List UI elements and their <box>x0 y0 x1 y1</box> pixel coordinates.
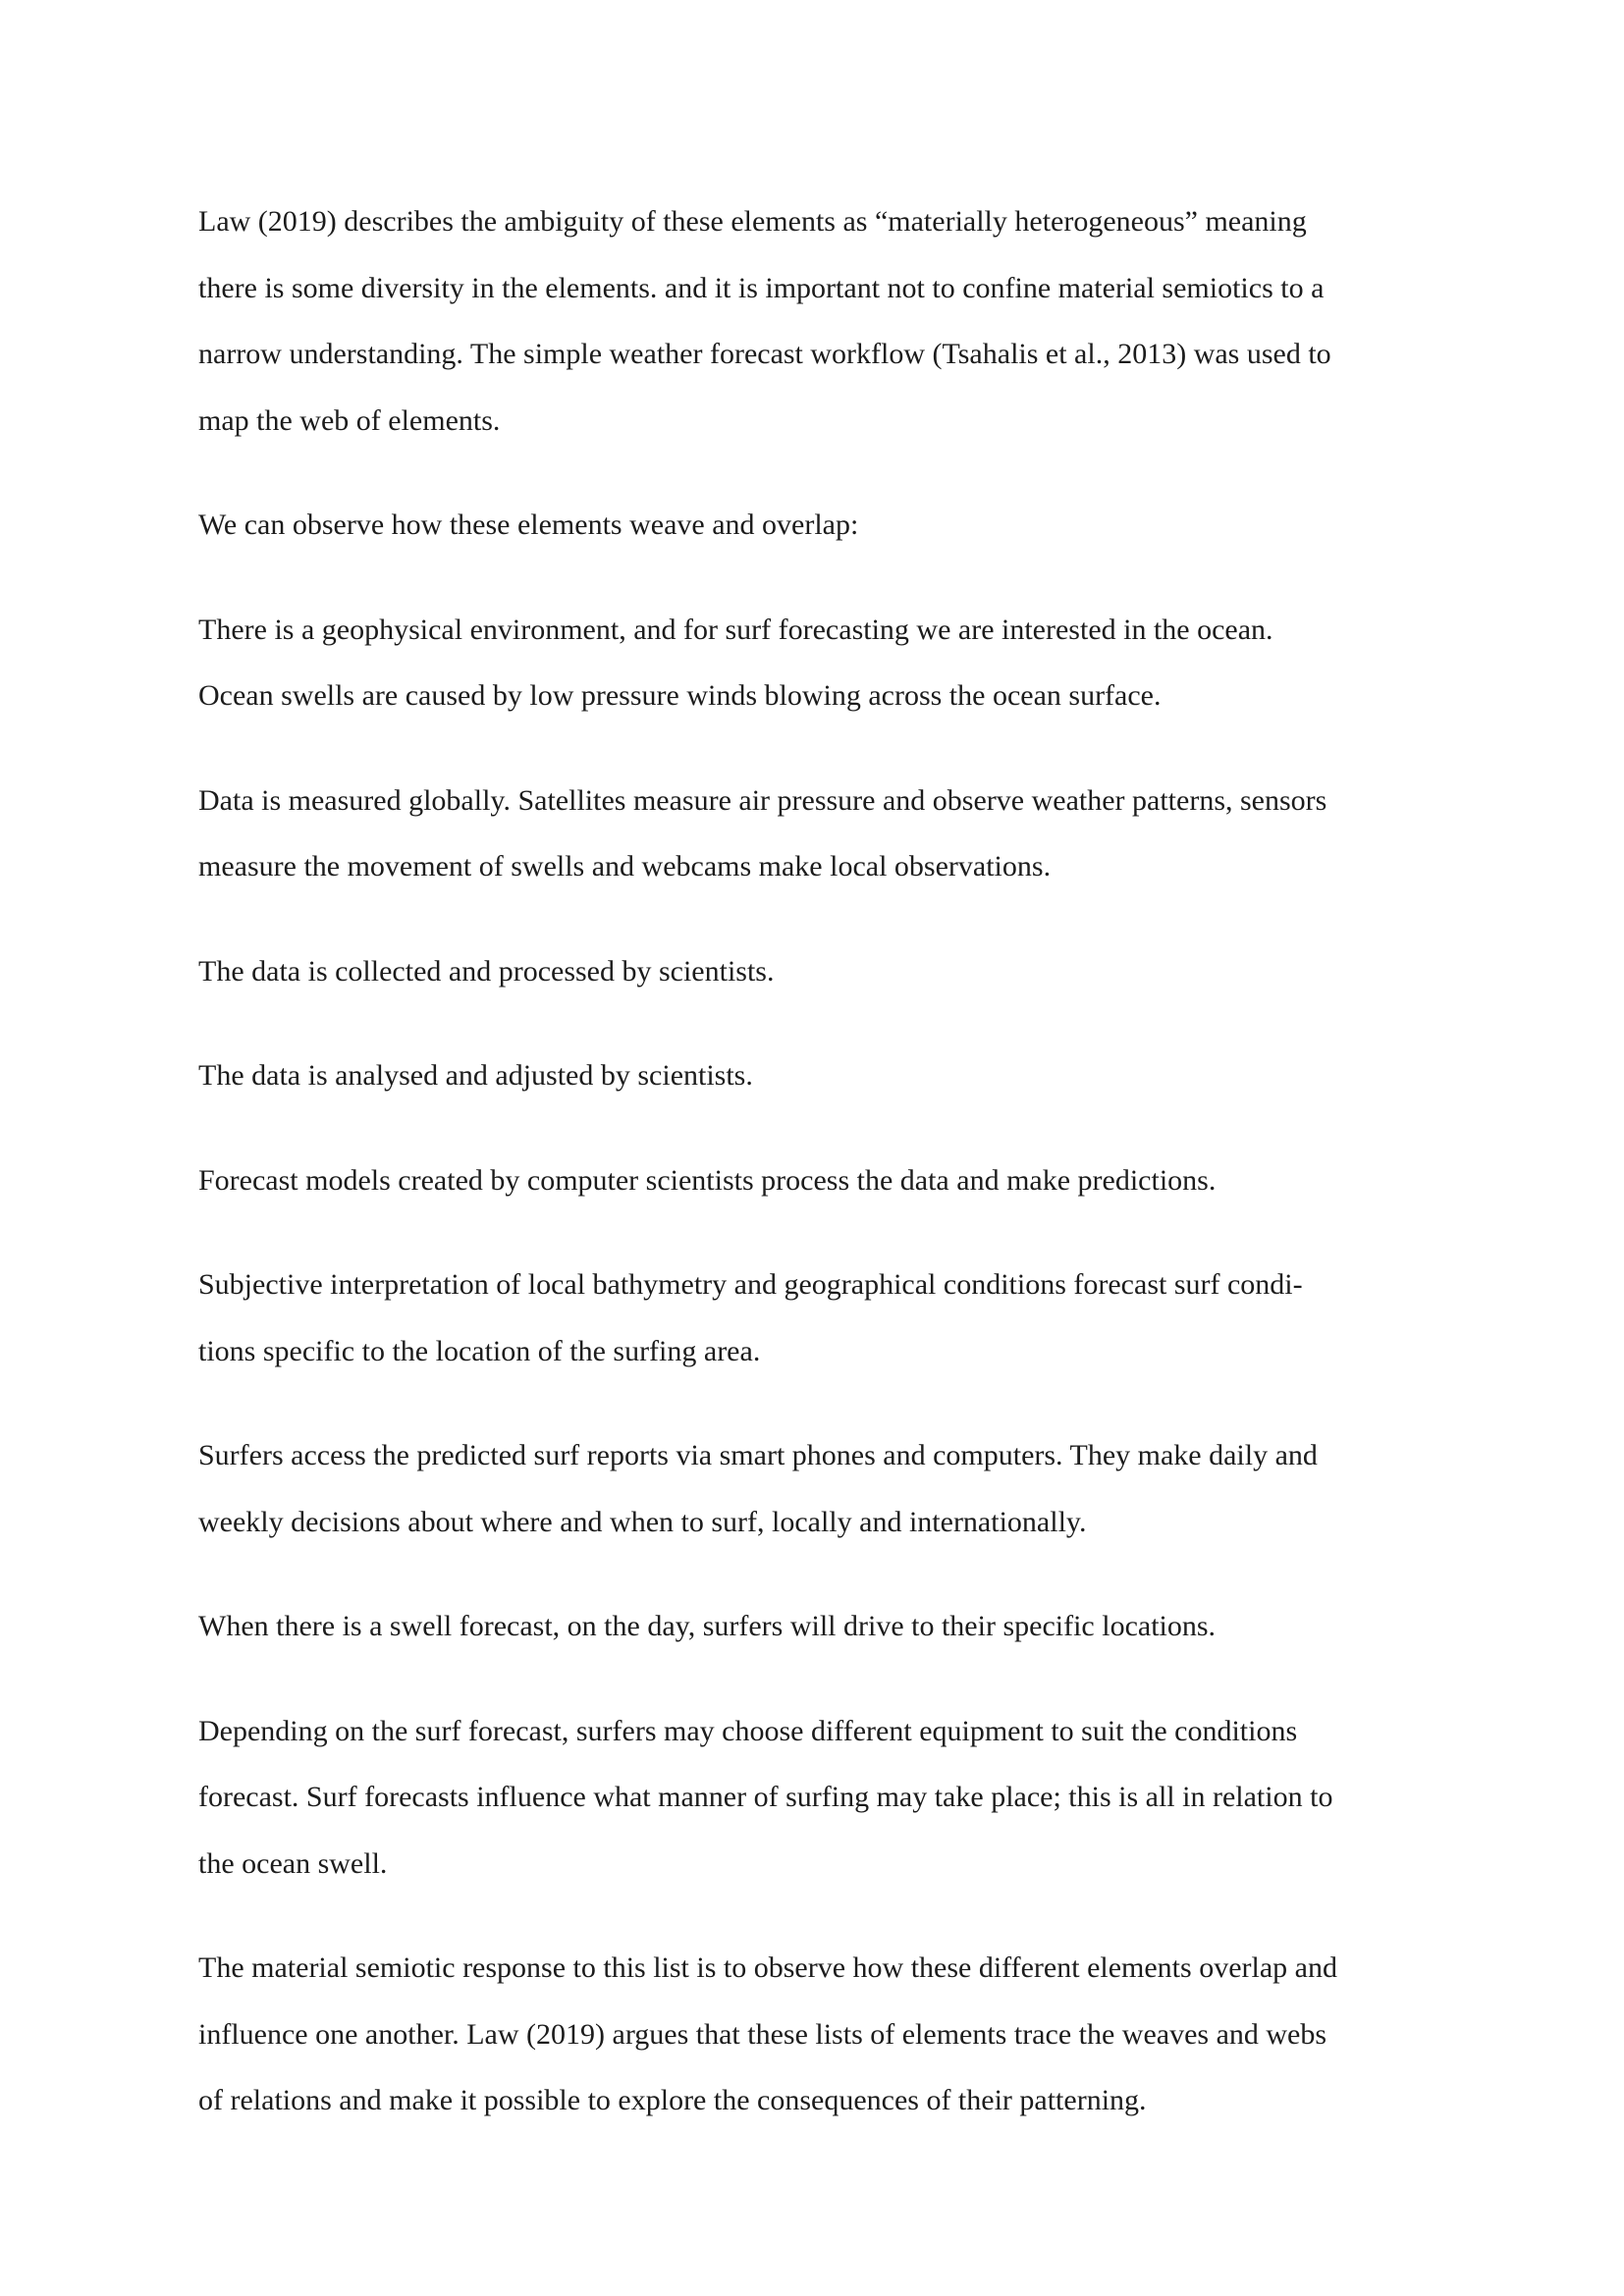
text-line: We can observe how these elements weave and overlap: <box>198 508 859 541</box>
paragraph-8 <box>198 1252 1445 1384</box>
text-line: Data is measured globally. Satellites measure air pressure and observe weather patterns, sensors <box>198 783 1327 817</box>
text-line: there is some diversity in the elements. and it is important not to confine material semiotics to a <box>198 271 1325 304</box>
text-line: The data is collected and processed by scientists. <box>198 954 775 988</box>
text-line: the ocean swell. <box>198 1846 388 1880</box>
text-line: Law (2019) describes the ambiguity of these elements as “materially heterogeneous” meaning <box>198 205 1307 238</box>
text-line: tions specific to the location of the surfing area. <box>198 1334 761 1367</box>
paragraph-2 <box>198 492 1445 559</box>
text-line: weekly decisions about where and when to surf, locally and internationally. <box>198 1505 1087 1538</box>
paragraph-6 <box>198 1042 1445 1109</box>
paragraph-10 <box>198 1593 1445 1660</box>
text-line: influence one another. Law (2019) argues that these lists of elements trace the weaves and webs <box>198 2017 1327 2051</box>
text-line: Depending on the surf forecast, surfers may choose different equipment to suit the conditions <box>198 1714 1298 1747</box>
paragraph-3 <box>198 597 1445 729</box>
text-line: When there is a swell forecast, on the day, surfers will drive to their specific locations. <box>198 1610 1217 1642</box>
text-line: There is a geophysical environment, and for surf forecasting we are interested in the ocean. <box>198 613 1273 646</box>
text-line: map the web of elements. <box>198 403 501 437</box>
body-text <box>198 188 1445 2172</box>
text-line: Forecast models created by computer scientists process the data and make predictions. <box>198 1163 1217 1197</box>
text-line: The material semiotic response to this list is to observe how these different elements overlap and <box>198 1951 1337 1984</box>
paragraph-4 <box>198 768 1445 900</box>
paragraph-5 <box>198 938 1445 1005</box>
paragraph-9 <box>198 1422 1445 1555</box>
text-line: Subjective interpretation of local bathymetry and geographical conditions forecast surf condi- <box>198 1268 1303 1301</box>
text-line: of relations and make it possible to explore the consequences of their patterning. <box>198 2084 1147 2116</box>
text-line: Ocean swells are caused by low pressure winds blowing across the ocean surface. <box>198 679 1162 712</box>
text-line: forecast. Surf forecasts influence what manner of surfing may take place; this is all in relation to <box>198 1781 1333 1813</box>
text-line: Surfers access the predicted surf reports via smart phones and computers. They make daily and <box>198 1439 1318 1471</box>
paragraph-11 <box>198 1698 1445 1897</box>
text-line: narrow understanding. The simple weather forecast workflow (Tsahalis et al., 2013) was used to <box>198 338 1331 370</box>
paragraph-12 <box>198 1935 1445 2134</box>
text-line: measure the movement of swells and webcams make local observations. <box>198 850 1052 882</box>
paragraph-7 <box>198 1148 1445 1214</box>
paragraph-1 <box>198 188 1445 454</box>
text-line: The data is analysed and adjusted by scientists. <box>198 1059 753 1092</box>
